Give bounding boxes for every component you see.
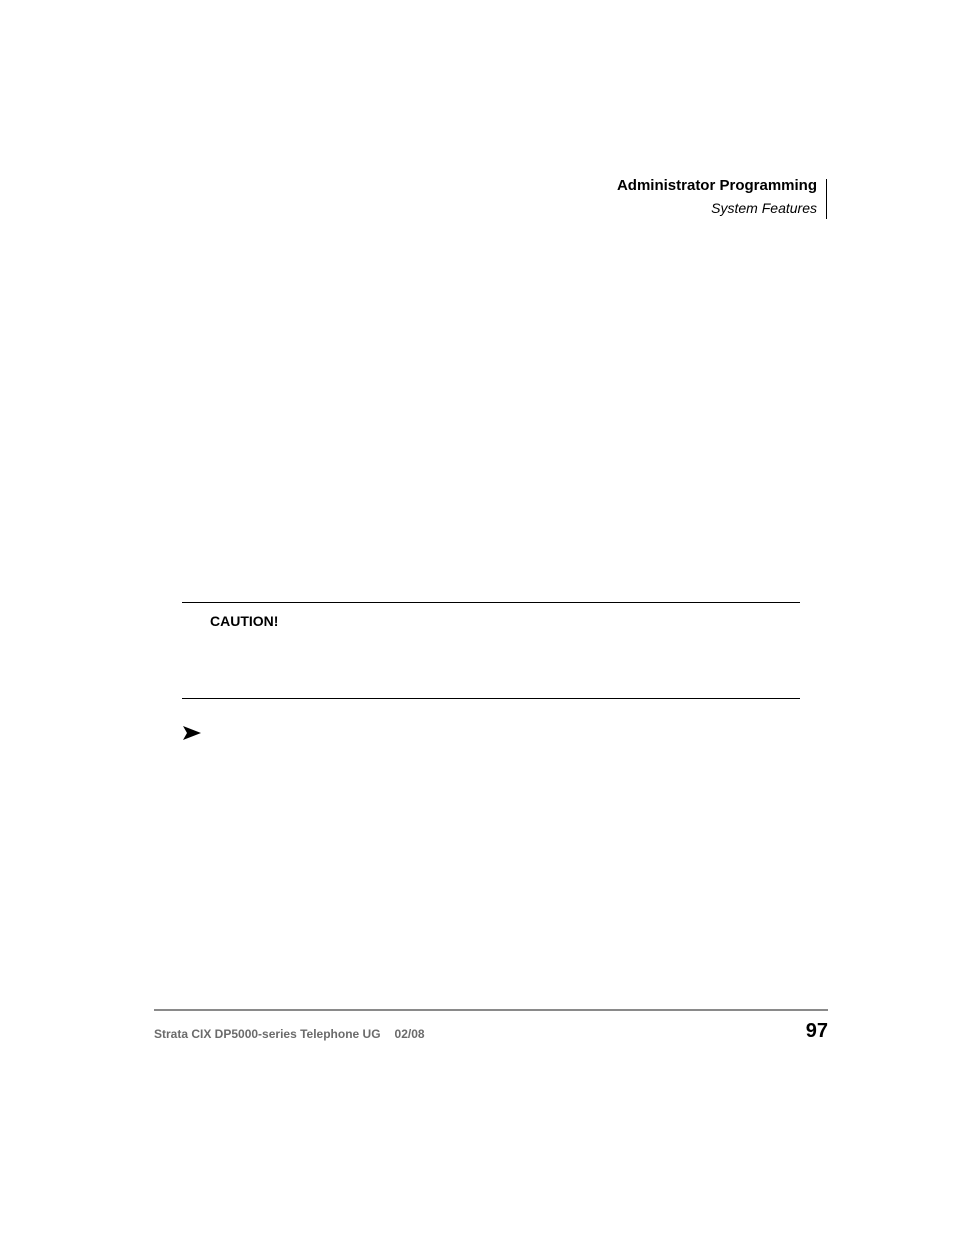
page-number: 97 xyxy=(805,1020,828,1042)
caution-rule-top xyxy=(182,602,800,603)
footer-rule xyxy=(154,1009,828,1011)
header-rule xyxy=(826,179,827,219)
caution-rule-bottom xyxy=(182,698,800,699)
footer-date: 02/08 xyxy=(394,1027,425,1041)
footer-doc-title: Strata CIX DP5000-series Telephone UG xyxy=(154,1027,381,1041)
arrow-right-icon xyxy=(182,725,202,741)
page-header xyxy=(617,176,817,218)
footer-text xyxy=(154,1026,425,1042)
caution-label: CAUTION! xyxy=(210,613,279,629)
section-title: System Features xyxy=(711,200,817,216)
chapter-title: Administrator Programming xyxy=(616,177,817,194)
